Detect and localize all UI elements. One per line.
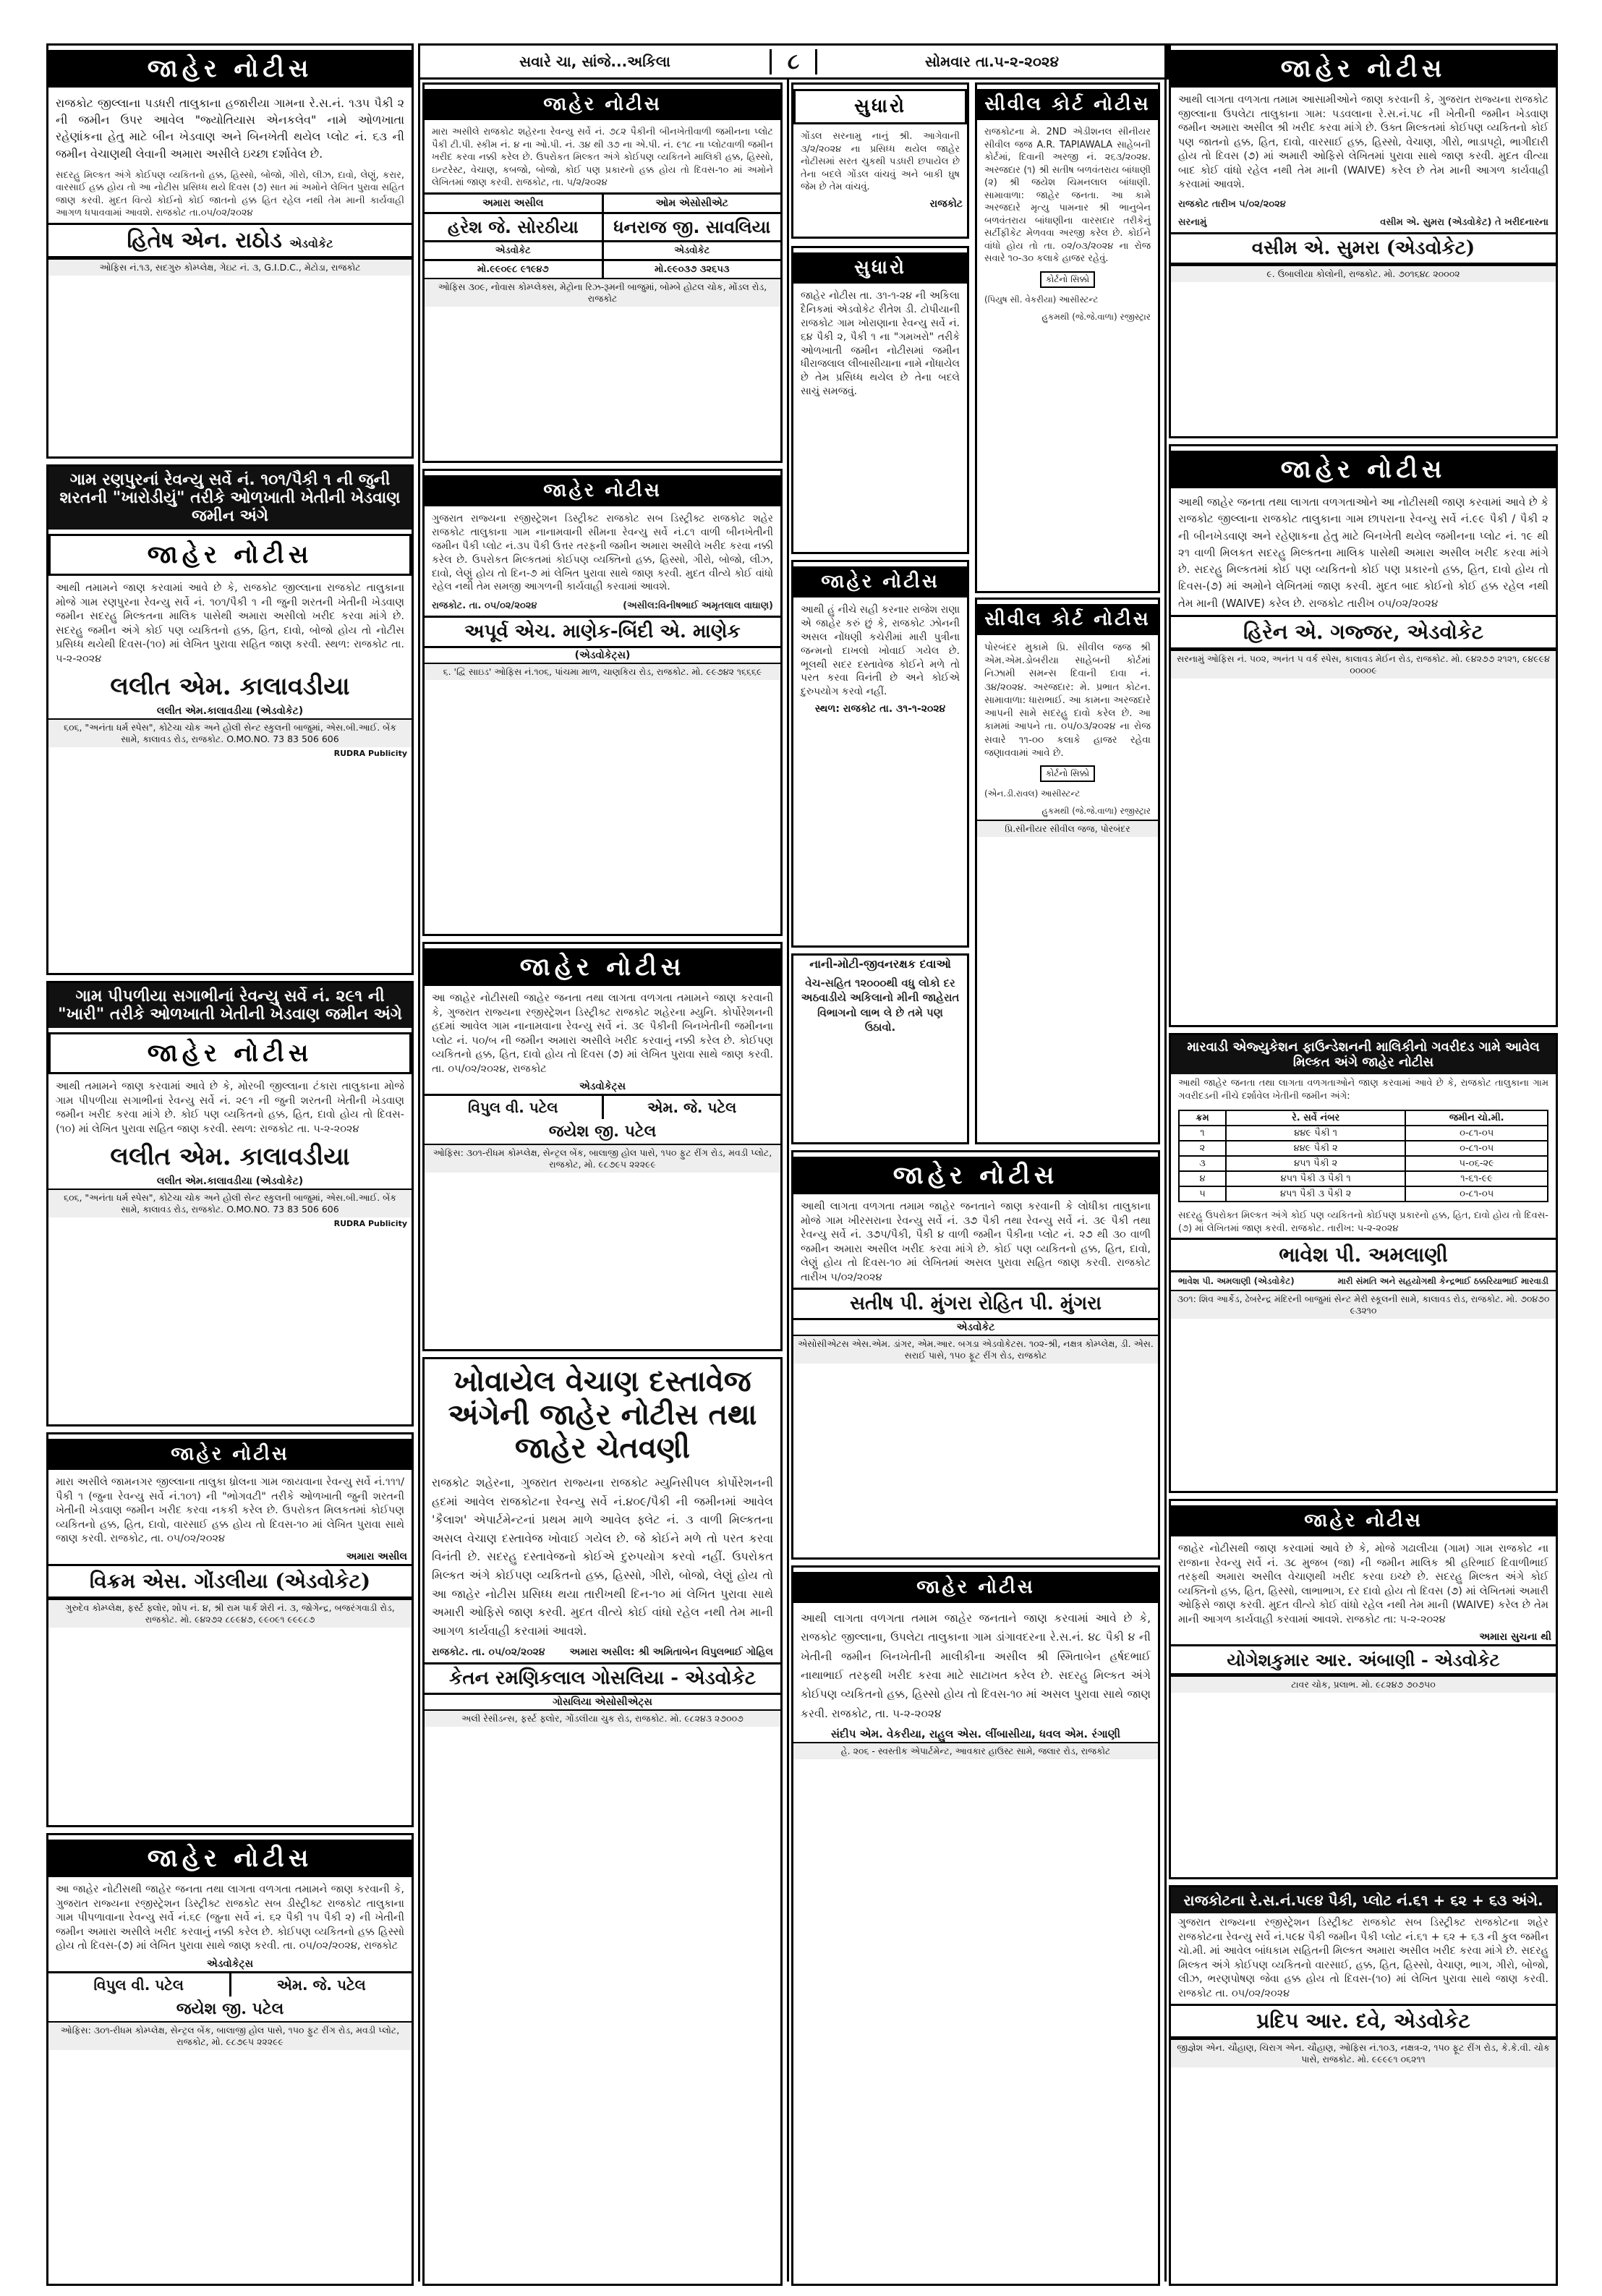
advocates-label: (એડવોકેટ્સ) bbox=[574, 649, 631, 661]
promo-title: નાની-મોટી-જીવનરક્ષક દવાઓ bbox=[809, 957, 951, 971]
notice-banner: જાહેર નોટીસ bbox=[48, 1032, 412, 1074]
advocate-address: સરનામું ઓફિસ નં. ૫૦૨, અનંત ૫ વર્ક સ્પેસ, કાલાવડ મેઈન રોડ, રાજકોટ. મો. ૯૪૨૭૭ ૨૧૨૧, ૯૪૯૯૪ ૦૦૦૦૯ bbox=[1171, 650, 1556, 679]
table-cell: ૪૫૧ પૈકી ૩ પૈકી ૨ bbox=[1226, 1186, 1405, 1202]
advocate-signature: સતીષ પી. મુંગરા રોહિત પી. મુંગરા bbox=[793, 1288, 1158, 1320]
masthead-date: સોમવાર તા.૫-૨-૨૦૨૪ bbox=[924, 53, 1060, 70]
advocate-address: ઓફિસ નં.૧૩, સદગુરુ કોમ્પ્લેક્ષ, ગેઇટ નં. ૩, G.I.D.C., મેટોડા, રાજકોટ bbox=[48, 258, 412, 276]
land-table bbox=[1178, 1110, 1548, 1202]
court-registrar: હુકમથી (જે.જે.વાળા) રજીસ્ટ્રાર bbox=[1041, 806, 1151, 817]
notice-date: રાજકોટ તારીખ ૫/૦૨/૨૦૨૪ bbox=[1178, 198, 1286, 210]
notice-ad bbox=[46, 1833, 414, 2286]
column-2 bbox=[418, 43, 787, 2282]
notice-body: સદરહુ ઉપરોક્ત મિલ્કત અંગે કોઈ પણ વ્યકિતનો કોઈપણ પ્રકારનો હક્ક, હિત, દાવો હોય તો દિવસ-(૭) માં લેખિતમાં જાણ કરવી. રાજકોટ. તારીખ: ૫-૨-૨૦૨૪ bbox=[1178, 1210, 1548, 1234]
notice-banner: જાહેર નોટીસ bbox=[1171, 1505, 1556, 1536]
notice-body: ગુજરાત રાજ્યના રજીસ્ટ્રેશન ડિસ્ટ્રીક્ટ રાજકોટ સબ ડિસ્ટ્રીક્ટ રાજકોટના શહેર રાજકોટના રેવન્યુ સર્વે નં.૫૯૪ પૈકી જમીન પૈકી પ્લોટ નં.૬૧ + ૬૨ + ૬૩ ની કુલ જમીન ચો.મી. માં આવેલ બાંધકામ સહિતની મિલ્કત અમારા અસીલ ખરીદ કરવા માંગે છે. સદરહુ મિલ્કત અંગે કોઈપણ વ્યકિતનો વારસાઈ, હક્ક, હિત, હિસ્સો, વેચાણ, ભાગ, ગીરો, બોજો, લીઝ, ભરણપોષણ જેવા હક્ક હોય તો દિવસ-(૧૦) માં લેખિત પુરાવા સાથે જાણ કરવી. રાજકોટ તા. ૦૫/૦૨/૨૦૨૪ bbox=[1178, 1917, 1548, 1999]
column-1 bbox=[42, 43, 418, 2282]
table-cell: ૧-૬૧-૯૯ bbox=[1405, 1171, 1548, 1186]
advocate-roles bbox=[425, 240, 780, 259]
advocate-name: લલીત એમ.કાલાવડીયા (એડવોકેટ) bbox=[156, 705, 304, 718]
advocate-signature: વિક્રમ એસ. ગોંડલીયા (એડવોકેટ) bbox=[48, 1564, 412, 1599]
notice-body: મારા અસીલે જામનગર જીલ્લાના તાલુકા ધ્રોલના ગામ જાયવાના રેવન્યુ સર્વે નં.૧૧૧/પૈકી ૧ (જુના રેવન્યુ સર્વે નં.૧૦૧) ની "ભોગવટી" તરીકે ઓળખાતી જુની શરતની ખેતીની ખેડવાણ જમીન ખરીદ કરવા નકકી કરેલ છે. ઉપરોકત મિલકતમાં કોઈપણ વ્યકિતનો હક્ક, હિત, દાવો, વારસાઈ હક્ક હોય તો દિવસ-૧૦ માં લેખિત પુરાવા સાથે જાણ કરવી. રાજકોટ, તા. ૦૫/૦૨/૨૦૨૪ bbox=[56, 1476, 404, 1545]
advocate-signature: વિપુલ વી. પટેલ bbox=[467, 1099, 558, 1117]
table-header: રે. સર્વે નંબર bbox=[1226, 1110, 1405, 1126]
advocate-address: ટાવર ચોક, પ્રલાભ. મો. ૯૮૨૪૭ ૭૦૭૫૦ bbox=[1171, 1675, 1556, 1693]
advocate-signature: સંદીપ એમ. વેકરીયા, રાહુલ એસ. લીંબાસીયા, ધવલ એમ. રંગાણી bbox=[830, 1727, 1121, 1741]
notice-body: આથી તમામને જાણ કરવામાં આવે છે કે, રાજકોટ જીલ્લાના રાજકોટ તાલુકાના મોજે ગામ રણપુરના રેવન્યુ સર્વે નં. ૧૦૧/પૈકી ૧ ની જુની શરતની ખેતીની ખેડવાણ જમીન સદરહુ મિલ્કતના માલિક પાસેથી અમારા અસીલો ખરીદ કરવા માંગે છે. સદરહુ જમીન અંગે કોઈ પણ વ્યકિતનો હક્ક, હિત, દાવો, બોજો હોય તો નોટીસ પ્રસિધ્ધ થયેથી દિવસ-(૧૦) માં લેખિત પુરાવા સહિત જાણ કરવી. સ્થળ: રાજકોટ તા. ૫-૨-૨૦૨૪ bbox=[56, 582, 404, 665]
buyer-advocate: વસીમ એ. સુમરા (એડવોકેટ) તે ખરીદનારના bbox=[1380, 217, 1548, 229]
notice-body: આથી તમામને જાણ કરવામાં આવે છે કે, મોરબી જીલ્લાના ટંકારા તાલુકાના મોજે ગામ પીપળીયા સગાભીનાં રેવન્યુ સર્વે નં. ૨૯૧ ની જુની શરતની ખેતીની ખેડવાણ જમીન ખરીદ કરવા માંગે છે. કોઈ પણ વ્યકિતનો હક્ક, હિત, દાવો હોય તો દિવસ-(૧૦) માં લેખિત પુરાવા સહિત જાણ કરવી. સ્થળ: રાજકોટ તા. ૫-૨-૨૦૨૪ bbox=[56, 1081, 404, 1135]
advocate-signature: પ્રદિપ આર. દવે, એડવોકેટ bbox=[1171, 2004, 1556, 2038]
correction-body: ગોંડલ સરનામુ નાનું શ્રી. આગેવાની ૩/૨/૨૦૨૪ ના પ્રસિધ્ધ થયેલ જાહેર નોટીસમાં સરત ચુકથી પડધરી છપાયેલ છે તેના બદલે ગોંડલ વાંચવું અને બાકી ઘુષ જેમ છે તેમ વાંચવું. bbox=[801, 131, 960, 193]
notice-heading: મારવાડી એજ્યુકેશન ફાઉન્ડેશનની માલિકીનો ગવરીદડ ગામે આવેલ મિલ્કત અંગે જાહેર નોટીસ bbox=[1171, 1035, 1556, 1074]
advocate-address: ૯. ઉબાલીયા કોલોની, રાજકોટ. મો. ૭૦૧૬૪૮ ૨૦૦૦૨ bbox=[1171, 265, 1556, 282]
firm-label: ઓમ એસોસીએટ bbox=[602, 195, 781, 212]
table-cell: ૪૫૧ પૈકી ૩ પૈકી ૧ bbox=[1226, 1171, 1405, 1186]
client-consent: મારી સંમતિ અને સહયોગથી કેન્દ્રભાઈ ઠક્કરિયાભાઈ મારવાડી bbox=[1337, 1276, 1548, 1287]
notice-banner: જાહેર નોટીસ bbox=[425, 89, 780, 120]
notice-banner: જાહેર નોટીસ bbox=[425, 475, 780, 506]
notice-title: ખોવાયેલ વેચાણ દસ્તાવેજ અંગેની જાહેર નોટીસ તથા જાહેર ચેતવણી bbox=[448, 1364, 757, 1465]
court-stamp: કોર્ટનો સિક્કો bbox=[1040, 765, 1095, 782]
table-cell: ૫-૦૬-૨૯ bbox=[1405, 1156, 1548, 1171]
advocate-signature: હિરેન એ. ગજ્જર, એડવોકેટ bbox=[1171, 615, 1556, 650]
publicity-credit: RUDRA Publicity bbox=[333, 749, 407, 759]
table-row bbox=[1179, 1141, 1548, 1156]
advocate-signatures bbox=[425, 1094, 780, 1119]
notice-banner: જાહેર નોટીસ bbox=[1171, 451, 1556, 488]
notice-heading: રાજકોટના રે.સ.નં.૫૯૪ પૈકી, પ્લોટ નં.૬૧ + ૬૨ + ૬૩ અંગે. bbox=[1171, 1887, 1556, 1913]
notice-footer bbox=[425, 1643, 780, 1662]
advocate-address: ૩૦૧: શિવ આર્કેડ, ઢેબરેન્દ્ર મંદિરની બાજુમાં સેન્ટ મેરી સ્કૂલની સામે, કાલાવડ રોડ, રાજકોટ. મો. ૭૦૪૭૦ ૯૩૨૧૦ bbox=[1171, 1290, 1556, 1319]
page-number: ૮ bbox=[770, 49, 817, 75]
advocate-address: ૬૦૬, "અનંતા ધર્મ સ્પેસ", કોટેચા ચોક અને હોલી સેન્ટ સ્કુલની બાજુમાં, એસ.બી.આઈ. બેંક સામે, કાલાવડ રોડ, રાજકોટ. O.MO.NO. 73 83 506 606 bbox=[48, 1189, 412, 1217]
table-cell: ૧ bbox=[1179, 1126, 1226, 1141]
notice-body: આથી લાગતા વળગતા તમામ આસામીઓને જાણ કરવાની કે, ગુજરાત રાજ્યના રાજકોટ જીલ્લાના ઉપલેટા તાલુકાના ગામ: પડવલાના રે.સ.નં.૫૮ ની ખેતીની જમીન ખેડવાણ જમીન અમારા અસીલ શ્રી ખરીદ કરવા માંગે છે. ઉક્ત મિલ્કતમાં કોઈપણ વ્યકિતનો કોઈ પણ જાતનો હક્ક, હિત, દાવો, વારસાઈ હક્ક, હિસ્સો, વેચાણ, ગીરો, ભાડાપટ્ટો, ભાગીદારી હોય તો દિવસ (૭) માં અમારી ઓફિસે લેખિતમાં પુરાવા સાથે જાણ કરવી. મુદત વીત્યા બાદ કોઈ વાંધો રહેલ નથી તેમ માની (WAIVE) કરેલ છે તેમ માની આગળ કાર્યવાહી કરવામાં આવશે. bbox=[1178, 94, 1548, 191]
notice-banner: જાહેર નોટીસ bbox=[48, 50, 412, 88]
firm-label: ગોસલિયા એસોસીએટ્સ bbox=[553, 1696, 652, 1709]
table-cell: ૪૪૯ પૈકી ૨ bbox=[1226, 1141, 1405, 1156]
correction-place: રાજકોટ bbox=[929, 197, 963, 210]
notice-ad bbox=[422, 469, 783, 936]
correction-body: જાહેર નોટીસ તા. ૩૧-૧-૨૪ ની અકિલા દૈનિકમાં એડવોકેટ રીતેશ ડી. ટોપીયાની રાજકોટ ગામ ખોરાણાના રેવન્યુ સર્વે નં. ૬૪ પૈકી ૨, પૈકી ૧ ના "ગમખરો" તરીકે ઓળખાતી જમીન નોટીસમાં જમીન ધીરાજલાલ લીબાસીયાના નામે નોંધાયેલ છે તેમ પ્રસિધ્ધ થયેલ છે તેના બદલે સાચું સમજવું. bbox=[801, 290, 960, 398]
advocates-label: એડવોકેટ્સ bbox=[206, 1957, 254, 1970]
table-cell: ૨ bbox=[1179, 1141, 1226, 1156]
notice-footer bbox=[425, 597, 780, 616]
court-stamp: કોર્ટનો સિક્કો bbox=[1040, 271, 1095, 288]
notice-ad bbox=[791, 1565, 1160, 2286]
notice-lead: રાજકોટ જીલ્લાના પડધરી તાલુકાના હજારીયા ગામના રે.સ.નં. ૧૩૫ પૈકી ૨ ની જમીન ઉપર આવેલ "જ્યોતિયાસ એનકલેવ" નામે ઓળખાતા રહેણાંકના હેતુ માટે બીન ખેડવાણ અને બિનખેતી થયેલ પ્લોટ નં. ૬૩ ની જમીન વેચાણથી લેવાની અમારા અસીલે ઇચ્છા દર્શાવેલ છે. bbox=[56, 96, 404, 161]
advocate-signatures bbox=[425, 212, 780, 240]
court-assistant: (પિયુષ સી. વેકરીયા) આસીસ્ટન્ટ bbox=[984, 294, 1099, 305]
notice-date: સ્થળ: રાજકોટ તા. ૩૧-૧-૨૦૨૪ bbox=[814, 703, 946, 715]
advocate-signature: ભાવેશ પી. અમલાણી bbox=[1171, 1238, 1556, 1272]
table-cell: ૦-૮૧-૦૫ bbox=[1405, 1186, 1548, 1202]
advocate-signature: લલીત એમ. કાલાવડીયા bbox=[110, 1142, 350, 1172]
court-banner: સીવીલ કોર્ટ નોટીસ bbox=[977, 89, 1158, 120]
notice-ad bbox=[422, 942, 783, 1351]
notice-banner: જાહેર નોટીસ bbox=[793, 1572, 1158, 1603]
client-label: અમારા સુચના થી bbox=[1479, 1631, 1551, 1644]
advocate-name: ભાવેશ પી. અમલાણી (એડવોકેટ) bbox=[1178, 1276, 1295, 1287]
advocate-address: ગુરુદેવ કોમ્પ્લેક્ષ, ફર્સ્ટ ફ્લોર, શોપ નં. ૪, શ્રી રામ પાર્ક શેરી નં. ૩, જોગેન્દ્ર, બજરંગવાડી રોડ, રાજકોટ. મો. ૯૪૨૭૨ ૮૯૯૪૭, ૯૯૦૯૧ ૯૯૯૮૭ bbox=[48, 1599, 412, 1628]
court-body: પોરબંદર મુકામે પ્રિ. સીવીલ જજ શ્રી એમ.એમ.ડોબરીયા સાહેબની કોર્ટમાં નિઝામી સમન્સ દિવાની દાવા નં. ૩૪/૨૦૨૪. અરજદાર: મે. પ્રભાત કોટન. સામાવાળા: ધારાભાઈ. આ કામના અરજદારે આપની સામે સદરહુ દાવો કરેલ છે. આ કામમાં આપને તા. ૦૫/૦૩/૨૦૨૪ ના રોજ સવારે ૧૧-૦૦ કલાકે હાજર રહેવા જણાવવામાં આવે છે. bbox=[984, 642, 1151, 759]
notice-ad bbox=[422, 82, 783, 463]
notice-ad bbox=[46, 464, 414, 975]
table-row bbox=[1179, 1126, 1548, 1141]
table-cell: ૩ bbox=[1179, 1156, 1226, 1171]
advocate-phone: મો.૯૯૦૩૭ ૩૨૬૫૩ bbox=[602, 261, 781, 278]
advocate-address: ઓફિસ ૩૦૯, નોવાસ કોમ્પ્લેક્સ, મેટ્રોના રિઝ-રૂમની બાજુમાં, બોમ્બે હોટલ ચોક, મોંડલ રોડ, રાજકોટ bbox=[425, 278, 780, 307]
notice-banner: જાહેર નોટીસ bbox=[1171, 50, 1556, 88]
notice-footer bbox=[1171, 1272, 1556, 1290]
advocate-address: ૬૦૬, "અનંતા ધર્મ સ્પેસ", કોટેચા ચોક અને હોલી સેન્ટ સ્કુલની બાજુમાં, એસ.બી.આઈ. બેંક સામે, કાલાવડ રોડ, રાજકોટ. O.MO.NO. 73 83 506 606 bbox=[48, 718, 412, 747]
advocate-signature: લલીત એમ. કાલાવડીયા bbox=[110, 672, 350, 702]
notice-banner: જાહેર નોટીસ bbox=[48, 1439, 412, 1470]
notice-ad bbox=[1169, 1499, 1558, 1879]
advocate-signature: જયેશ જી. પટેલ bbox=[176, 1999, 284, 2018]
table-cell: ૦-૮૧-૦૫ bbox=[1405, 1141, 1548, 1156]
notice-body: આ જાહેર નોટીસથી જાહેર જનતા તથા લાગતા વળગતા તમામને જાણ કરવાની કે, ગુજરાત રાજ્યના રજીસ્ટ્રેશન ડિસ્ટ્રીક્ટ રાજકોટ સબ ડીસ્ટ્રીક્ટ રાજકોટ તાલુકાના ગામ પીપળાવાના રેવન્યુ સર્વે નં.૬૯ (જુના સર્વે નં. ૬૨ પૈકી ૧૫ પૈકી ૨) ની ખેતીની જમીન અમારા અસીલે ખરીદ કરવાનું નક્કી કરેલ છે. કોઈપણ વ્યકિતનો હક્ક હિસ્સો હોય તો દિવસ-(૭) માં લેખિત પુરાવા સાથે જાણ કરવી. તા. ૦૫/૦૨/૨૦૨૪, રાજકોટ bbox=[56, 1884, 404, 1952]
notice-ad bbox=[791, 560, 969, 948]
notice-body: રાજકોટ શહેરના, ગુજરાત રાજ્યના રાજકોટ મ્યુનિસીપલ કોર્પોરેશનની હદમાં આવેલ રાજકોટના રેવન્યુ સર્વે નં.૪૦૯/પૈકી ની જમીનમાં આવેલ 'કૈલાશ' એપાર્ટમેન્ટનાં પ્રથમ માળે આવેલ ફ્લેટ નં. ૩ વાળી મિલ્કતના અસલ વેચાણ દસ્તાવેજ ખોવાઈ ગયેલ છે. જે કોઈને મળે તો પરત કરવા વિનંતી છે. સદરહુ દસ્તાવેજનો કોઈએ દુરુપયોગ કરવો નહીં. ઉપરોકત મિલ્કત અંગે કોઈપણ વ્યકિતનો હક્ક, હિસ્સો, ગીરો, બોજો, લેણું હોય તો આ જાહેર નોટીસ પ્રસિધ્ધ થયા તારીખથી દિન-૧૦ માં લેખિત પુરાવા સાથે અમારી ઓફિસે જાણ કરવી. મુદત વીત્યે કોઈ વાંધો રહેલ નથી તેમ માની આગળ કાર્યવાહી કરવામાં આવશે. bbox=[432, 1476, 773, 1638]
advocate-address: અલી રેસીડન્સ, ફર્સ્ટ ફ્લોર, ગોંડલીયા ચુક રોડ, રાજકોટ. મો. ૯૮૨૪૩ ૨૭૦૦૭ bbox=[425, 1709, 780, 1727]
advocate-address: ઓફિસ: ૩૦૧-રીધમ કોમ્પ્લેક્ષ, સેન્ટ્રલ બેંક, બાલાજી હોલ પાસે, ૧૫૦ ફુટ રીંગ રોડ, મવડી પ્લોટ, રાજકોટ, મો. ૯૮૭૯૫ ૨૨૨૯૯ bbox=[48, 2021, 412, 2050]
correction-ad bbox=[791, 246, 969, 554]
notice-body: સદરહુ મિલ્કત અંગે કોઈપણ વ્યકિતનો હક્ક, હિસ્સો, બોજો, ગીરો, લીઝ, દાવો, લેણું, કરાર, વારસાઈ હક્ક હોય તો આ નોટીસ પ્રસિધ્ધ થયે દિવસ (૭) સાત માં અમોને લેખિત પુરાવા સહિત જાણ કરવી. મુદત વિત્યે કોઈનો કોઈ જાતનો હક્ક હિત રહેલ નથી તેમ માની કાર્યવાહી આગળ ધપાવવામાં આવશે. રાજકોટ તા.૦૫/૦૨/૨૦૨૪ bbox=[56, 169, 404, 219]
notice-ad bbox=[46, 43, 414, 459]
notice-banner: જાહેર નોટીસ bbox=[793, 566, 967, 598]
notice-banner: જાહેર નોટીસ bbox=[48, 1840, 412, 1877]
court-assistant: (એન.ડી.રાવલ) આસીસ્ટન્ટ bbox=[984, 788, 1081, 799]
advocate-address: જીજ્ઞેશ એન. ચૌહાણ, ચિરાગ એન. ચૌહાણ, ઓફિસ નં.૧૦૩, નક્ષત્ર-૨, ૧૫૦ ફૂટ રીંગ રોડ, કે.કે.વી. ચોક પાસે, રાજકોટ. મો. ૯૯૯૯૧ ૦૬૨૧૧ bbox=[1171, 2038, 1556, 2067]
table-cell: ૪૫૧ પૈકી ૨ bbox=[1226, 1156, 1405, 1171]
table-row bbox=[1179, 1186, 1548, 1202]
client-sign: (અસીલ:વિનીષભાઈ અમૃતલાલ વાઘાણ) bbox=[623, 600, 773, 612]
notice-body: ગુજરાત રાજ્યના રજીસ્ટ્રેશન ડિસ્ટ્રીક્ટ રાજકોટ સબ ડિસ્ટ્રીક્ટ રાજકોટ શહેર રાજકોટ તાલુકાના ગામ નાનામવાની સીમના રેવન્યુ સર્વે નં.૮૧ વાળી બીનખેતીની જમીન પૈકી પ્લોટ નં.૩૫ પૈકી ઉત્તર તરફની જમીન અમારા અસીલે ખરીદ કરવા નક્કી કરેલ છે. ઉપરોકત મિલ્કતમાં કોઈપણ વ્યક્તિનો હક્ક, હિસ્સો, ગીરો, બોજો, લીઝ, દાવો, લેણું હોય તો દિન-૭ માં લેખિત પુરાવા સાથે જાણ કરવી. મુદત વીત્યે કોઈ વાંધો રહેલ નથી તેમ સમજી આગળની કાર્યવાહી કરવામાં આવશે. bbox=[432, 513, 773, 593]
notice-body: આથી લાગતા વળગતા તમામ જાહેર જનતાને જાણ કરવાની કે લોધીકા તાલુકાના મોજે ગામ ખીરસરાના રેવન્યુ સર્વે નં. ૩૭ પૈકી તથા રેવન્યુ સર્વે નં. ૩૯ પૈકી તથા રેવન્યુ સર્વે નં. ૩૭૫/પૈકી, પૈકી ૪ વાળી જમીન પૈકીના પ્લોટ નં. ૨૭ થી ૩૦ વાળી જમીન અમારા અસીલ ખરીદ કરવા માંગે છે. કોઈ પણ વ્યકિતનો હક્ક, હિત, દાવો, લેણું હોય તો દિવસ-૧૦ માં લેખિતમાં અસલ પુરાવા સહિત જાણ કરવી. રાજકોટ તારીખ ૫/૦૨/૨૦૨૪ bbox=[801, 1201, 1151, 1283]
advocate-phone: મો.૯૯૦૯૮ ૯૧૯૪૭ bbox=[477, 263, 549, 275]
table-cell: ૪૪૯ પૈકી ૧ bbox=[1226, 1126, 1405, 1141]
notice-intro: આથી જાહેર જનતા તથા લાગતા વળગતાઓને જાણ કરવામાં આવે છે કે, રાજકોટ તાલુકાના ગામ ગવરીદડની નીચે દર્શાવેલ ખેતીની જમીન અંગે: bbox=[1178, 1078, 1548, 1102]
notice-body: જાહેર નોટીસથી જાણ કરવામાં આવે છે કે, મોજે ગઢાલીયા (ગામ) ગામ રાજકોટ ના રાજાના રેવન્યુ સર્વે નં. ૩૮ મુજબ (જા) ની જમીન માલિક શ્રી હરિભાઈ દિવાળીભાઈ તરફથી અમારા અસીલ વેચાણથી ખરીદ કરવા ઇચ્છે છે. સદરહુ મિલ્કત અંગે કોઈ વ્યક્તિનો હક્ક, હિત, હિસ્સો, લાભાભાગ, દર દાવો હોય તો દિવસ (૭) માં લેખિતમાં અમારી ઓફિસે જાણ કરવી. મુદત વીત્યે કોઈ વાંધો રહેલ નથી તેમ માની (WAIVE) કરેલ છે તેમ માની આગળ કાર્યવાહી કરવામાં આવશે. રાજકોટ તા: ૫-૨-૨૦૨૪ bbox=[1178, 1543, 1548, 1625]
table-header: જમીન ચો.મી. bbox=[1405, 1110, 1548, 1126]
court-body: રાજકોટના મે. 2ND એડીશનલ સીનીયર સીવીલ જજ A.R. TAPIAWALA સાહેબની કોર્ટમાં, દિવાની અરજી નં. ૨૬૩/૨૦૨૪. અરજદાર (૧) શ્રી સતીષ બળવંતરાય બાંધાણી (૨) શ્રી જયેશ ચિમનલાલ બાંધાણી. સામાવાળા: જાહેર જનતા. આ કામે અરજદારે મૃત્યુ પામનાર શ્રી ભાનુબેન બળવંતરાય બાંધાણીના વારસદાર તરીકેનું સર્ટીફીકેટ મેળવવા અરજી કરેલ છે. કોઈને વાંધો હોય તો તા. ૦૨/૦૩/૨૦૨૪ ના રોજ સવારે ૧૦-૩૦ કલાકે હાજર રહેવું. bbox=[984, 127, 1151, 265]
notice-ad bbox=[46, 981, 414, 1427]
advocate-signature: અપૂર્વ એચ. માણેક-બિંદી એ. માણેક bbox=[425, 616, 780, 648]
client-label: અમારા અસીલ bbox=[346, 1550, 407, 1562]
notice-ad bbox=[1169, 43, 1558, 438]
advocate-role: એડવોકેટ bbox=[956, 1322, 995, 1334]
notice-ad bbox=[1169, 1885, 1558, 2286]
advocate-signature: એમ. જે. પટેલ bbox=[229, 1973, 412, 1997]
court-banner: સીવીલ કોર્ટ નોટીસ bbox=[977, 604, 1158, 635]
court-notice-ad bbox=[975, 598, 1160, 1144]
advocate-address: ઓફિસ: ૩૦૧-રીધમ કોમ્પ્લેક્ષ, સેન્ટ્રલ બેંક, બાલાજી હોલ પાસે, ૧૫૦ ફુટ રીંગ રોડ, મવડી પ્લોટ, રાજકોટ, મો. ૯૮૭૯૫ ૨૨૨૯૯ bbox=[425, 1144, 780, 1173]
notice-footer bbox=[1171, 213, 1556, 232]
client-label: અમારા અસીલ bbox=[482, 197, 544, 209]
correction-ad bbox=[791, 82, 969, 239]
advocate-signature: વસીમ એ. સુમરા (એડવોકેટ) bbox=[1171, 232, 1556, 265]
promo-body: વેચ-સહિત ૧૨૦૦૦થી વધુ લોકો દર અઠવાડીયે અકિલાનો મીની જાહેરાત વિભાગનો લાભ લે છે તમે પણ ઉઠાવો. bbox=[801, 977, 960, 1034]
advocate-role: એડવોકેટ bbox=[495, 245, 531, 256]
advocate-signature: વિપુલ વી. પટેલ bbox=[93, 1976, 184, 1994]
notice-body: મારા અસીલે રાજકોટ શહેરના રેવન્યુ સર્વે નં. ૭૮૨ પૈકીની બીનખેતીવાળી જમીનના પ્લોટ પૈકી ટી.પી. સ્કીમ નં. ૪ ના ઓ.પી. નં. ૩૪ થી ૩૭ ના એ.પી. નં. ૯૧૮ ના પ્લોટવાળી જમીન ખરીદ કરવા નક્કી કરેલ છે. ઉપરોકત મિલ્કત અંગે કોઈપણ વ્યકિતને માલિકી હક્ક, હિસ્સો, ઇન્ટરેસ્ટ, વેચાણ, કબજો, બોજો, કોઈ પણ પ્રકારનો હક્ક હોય તો દિવસ-૧૦ માં અમોને લેખિતમાં જાણ કરવી. રાજકોટ, તા. ૫/૨/૨૦૨૪ bbox=[432, 127, 773, 189]
publicity-credit: RUDRA Publicity bbox=[333, 1219, 407, 1229]
notice-heading: ગામ પીપળીયા સગાભીનાં રેવન્યુ સર્વે નં. ૨૯૧ ની "ખારી" તરીકે ઓળખાતી ખેતીની ખેડવાણ જમીન અંગે bbox=[48, 983, 412, 1028]
address-label: સરનામું bbox=[1178, 217, 1207, 229]
notice-ad bbox=[46, 1432, 414, 1827]
correction-banner: સુધારો bbox=[793, 89, 967, 124]
court-registrar: હુકમથી (જે.જે.વાળા) રજીસ્ટ્રાર bbox=[1041, 312, 1151, 323]
advocate-role: એડવોકેટ bbox=[602, 242, 781, 259]
advocate-signature: જયેશ જી. પટેલ bbox=[548, 1122, 657, 1141]
notice-banner: જાહેર નોટીસ bbox=[793, 1157, 1158, 1194]
notice-ad bbox=[422, 1357, 783, 2286]
advocate-address: હે. ૨૦૬ - સ્વસ્તીક એપાર્ટમેન્ટ, આવકાર હાઉસ્ટ સામે, જલાર રોડ, રાજકોટ bbox=[793, 1742, 1158, 1759]
notice-body: આથી લાગતા વળગતા તમામ જાહેર જનતાને જાણ કરવામાં આવે છે કે, રાજકોટ જીલ્લાના, ઉપલેટા તાલુકાના ગામ ડાંગાવદરના રે.સ.નં. ૪૮ પૈકી ૪ ની ખેતીની જમીન બિનખેતીની માલીકીના અસીલ શ્રી સ્મિતાબેન હર્ષદભાઈ નાથાભાઈ તરફથી ખરીદ કરવા માટે સાટાખત કરેલ છે. સદરહુ મિલ્કત અંગે કોઈપણ વ્યકિતનો હક્ક, હિસ્સો હોય તો દિવસ-૧૦ માં અસલ પુરાવા સાથે જાણ કરવી. રાજકોટ, તા. ૫-૨-૨૦૨૪ bbox=[801, 1612, 1151, 1720]
notice-ad bbox=[791, 1150, 1160, 1560]
advocate-name: લલીત એમ.કાલાવડીયા (એડવોકેટ) bbox=[156, 1175, 304, 1188]
table-cell: ૫ bbox=[1179, 1186, 1226, 1202]
advocate-signature: હિતેષ એન. રાઠોડ એડવોકેટ bbox=[48, 223, 412, 258]
client-sign: અમારા અસીલ: શ્રી અમિતાબેન વિપુલભાઈ ગોહિલ bbox=[569, 1646, 773, 1659]
promo-ad bbox=[791, 953, 969, 1144]
notice-ad bbox=[1169, 1033, 1558, 1493]
advocate-signature: કેતન રમણિકલાલ ગોસલિયા - એડવોકેટ bbox=[425, 1662, 780, 1695]
advocate-signature: યોગેશકુમાર આર. અંબાણી - એડવોકેટ bbox=[1171, 1644, 1556, 1675]
notice-body: આ જાહેર નોટીસથી જાહેર જનતા તથા લાગતા વળગતા તમામને જાણ કરવાની કે, ગુજરાત રાજ્યના રજીસ્ટ્રેશન ડિસ્ટ્રીક્ટ રાજકોટ શહેરના મ્યુનિ. કોર્પોરેશનની હદમાં આવેલ ગામ નાનામવાના રેવન્યુ સર્વે નં. ૩૯ પૈકીની બિનખેતીની જમીનના પ્લોટ નં. ૫૦/બ ની જમીન અમારા અસીલે ખરીદ કરવાનું નક્કી કરેલ છે. કોઈપણ વ્યકિતનો હક્ક, હિત, દાવો હોય તો દિવસ (૭) માં લેખિત પુરાવા સાથે જાણ કરવી. તા. ૦૫/૦૨/૨૦૨૪, રાજકોટ bbox=[432, 992, 773, 1075]
notice-date: રાજકોટ. તા. ૦૫/૦૨/૨૦૨૪ bbox=[432, 600, 537, 612]
table-header: ક્રમ bbox=[1179, 1110, 1226, 1126]
notice-body: આથી જાહેર જનતા તથા લાગતા વળગતાઓને આ નોટીસથી જાણ કરવામાં આવે છે કે રાજકોટ જીલ્લાના રાજકોટ તાલુકાના ગામ છાપરાના રેવન્યુ સર્વે નં.૯૯ પૈકી / પૈકી ૨ ની બીનખેડવાણ અને રહેણાકના હેતુ માટે બિનખેતી થયેલ જમીનના પ્લોટ નં. ૧૯ થી ૨૧ વાળી મિલકત સદરહુ મિલ્કતના માલિક પાસેથી અમારા અસીલ ખરીદ કરવા માંગે છે. સદરહુ મિલ્કતમાં કોઈ પણ વ્યકિતનો કોઈ પણ પ્રકારનો હક્ક, હિત, દાવો હોય તો દિવસ-(૭) માં અમોને લેખિતમાં જાણ કરવી. મુદત બાદ કોઈનો કોઈ હક્ક રહેલ નથી તેમ માની (WAIVE) કરેલ છે. રાજકોટ તારીખ ૦૫/૦૨/૨૦૨૪ bbox=[1178, 496, 1548, 610]
notice-date: રાજકોટ. તા. ૦૫/૦૨/૨૦૨૪ bbox=[432, 1646, 545, 1659]
correction-banner: સુધારો bbox=[793, 252, 967, 284]
court-notice-ad bbox=[975, 82, 1160, 593]
notice-heading: ગામ રણપુરનાં રેવન્યુ સર્વે નં. ૧૦૧/પૈકી ૧ ની જુની શરતની "ખારોડીયું" તરીકે ઓળખાતી ખેતીની ખેડવાણ જમીન અંગે bbox=[48, 467, 412, 530]
table-cell: ૪ bbox=[1179, 1171, 1226, 1186]
notice-banner: જાહેર નોટીસ bbox=[48, 534, 412, 576]
court-footer: પ્રિ.સીનીયર સીવીલ જજ, પોરબંદર bbox=[977, 820, 1158, 837]
advocate-signature: એમ. જે. પટેલ bbox=[602, 1096, 781, 1119]
advocate-signatures bbox=[48, 1971, 412, 1997]
advocate-address: ૬. 'દ્વિ સાઇડ' ઓફિસ નં.૧૦૬, પાંચમા માળ, ચાણકિય રોડ, રાજકોટ. મો. ૯૯૭૪૨ ૧૬૬૬૯ bbox=[425, 663, 780, 680]
table-row bbox=[1179, 1156, 1548, 1171]
table-cell: ૦-૮૧-૦૫ bbox=[1405, 1126, 1548, 1141]
column-3 bbox=[787, 43, 1164, 2282]
advocates-label: એડવોકેટ્સ bbox=[579, 1081, 626, 1093]
advocate-address: એસોસીએટસ એસ.એમ. ડાંગર, એમ.આર. બગડા એડવોકેટસ. ૧૦૨-શ્રી, નક્ષત્ર કોમ્પ્લેક્ષ, ડી. એસ. સરાઈ પાસે, ૧૫૦ ફૂટ રીંગ રોડ, રાજકોટ bbox=[793, 1335, 1158, 1364]
court-stamp-row bbox=[977, 762, 1158, 785]
notice-banner: જાહેર નોટીસ bbox=[425, 948, 780, 986]
court-stamp-row bbox=[977, 268, 1158, 291]
table-row bbox=[1179, 1171, 1548, 1186]
masthead-left: સવારે ચા, સાંજે...અકિલા bbox=[519, 53, 670, 70]
notice-body: આથી હું નીચે સહી કરનાર રાજેશ રાણા એ જાહેર કરું છું કે, રાજકોટ ઝોનની અસલ નોંધણી કચેરીમાં મારી પુત્રીના જન્મનો દાખલો ખોવાઈ ગયેલ છે. ભૂલથી સદર દસ્તાવેજ કોઈને મળે તો પરત કરવા વિનંતી છે અને કોઈએ દુરુપયોગ કરવો નહીં. bbox=[801, 604, 960, 698]
label-row bbox=[425, 192, 780, 212]
advocate-signature: ધનરાજ જી. સાવલિયા bbox=[602, 214, 781, 240]
column-4 bbox=[1164, 43, 1562, 2282]
advocate-phones bbox=[425, 259, 780, 278]
advocate-signature: હરેશ જે. સોરઠીયા bbox=[447, 216, 579, 237]
notice-ad bbox=[1169, 444, 1558, 1027]
